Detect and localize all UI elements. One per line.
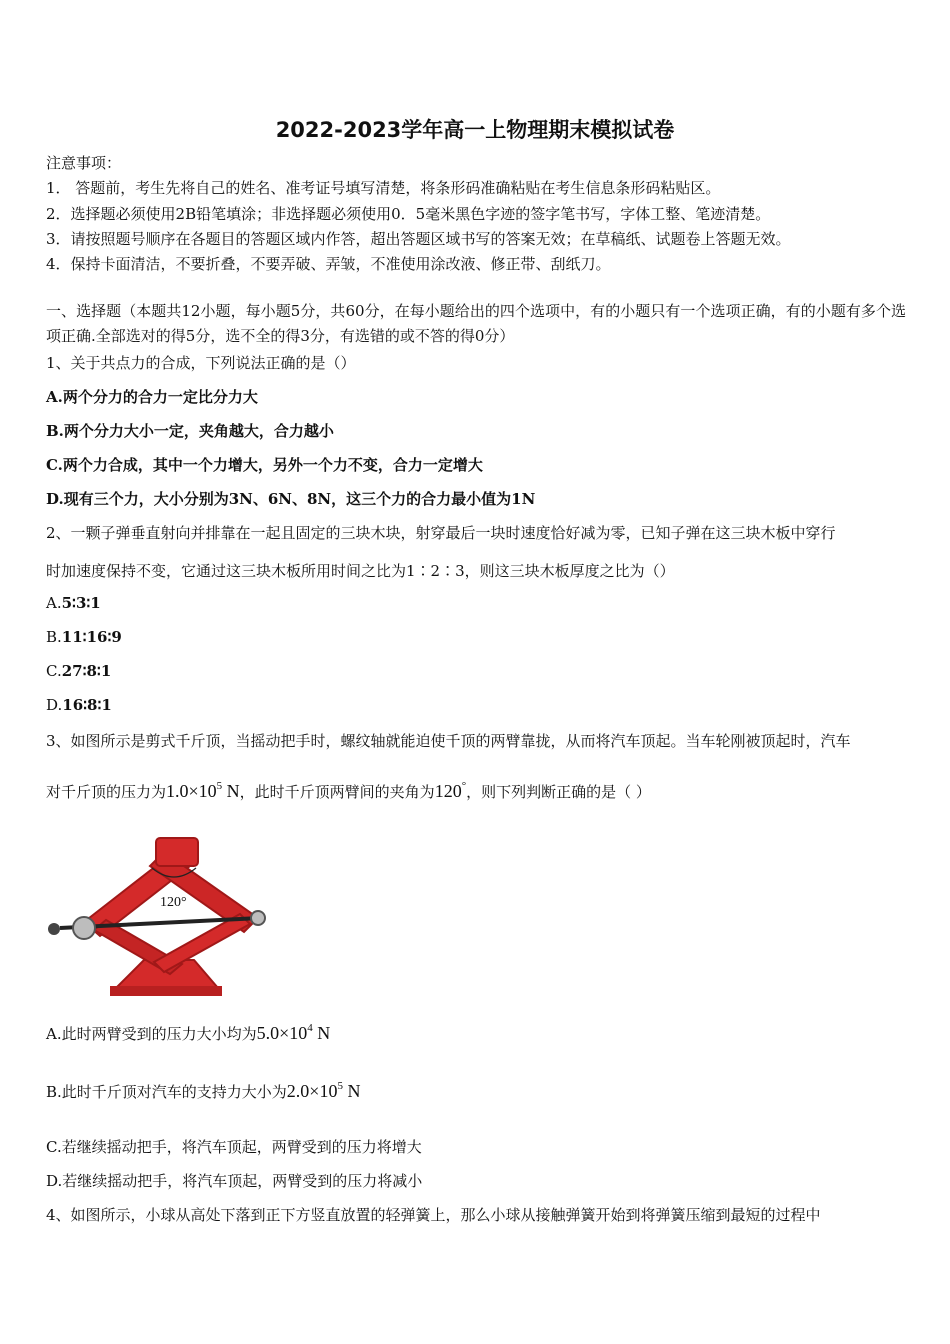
q1-stem: 1、关于共点力的合成，下列说法正确的是（） xyxy=(46,354,356,372)
scissor-jack-figure xyxy=(44,832,276,1004)
q3-option-a: A.此时两臂受到的压力大小均为$5.0\times 10^4$ N xyxy=(46,1022,331,1043)
jack-angle-label: 120° xyxy=(160,895,187,910)
page-title: 2022-2023学年高一上物理期末模拟试卷 xyxy=(275,118,675,142)
q2-option-c: C.27∶8∶1 xyxy=(46,662,112,680)
q1-option-b: B.两个分力大小一定，夹角越大，合力越小 xyxy=(46,422,334,440)
q3-option-c: C.若继续摇动把手，将汽车顶起，两臂受到的压力将增大 xyxy=(46,1138,422,1156)
q2-stem-line1: 2、一颗子弹垂直射向并排靠在一起且固定的三块木块，射穿最后一块时速度恰好减为零，已知子弹在这三块木板中穿行 xyxy=(46,524,836,542)
section-intro: 一、选择题（本题共12小题，每小题5分，共60分，在每小题给出的四个选项中，有的小题只有一个选项正确，有的小题有多个选项正确.全部选对的得5分，选不全的得3分，有选错的或不答的得0分） xyxy=(46,302,906,345)
q3-stem-line1: 3、如图所示是剪式千斤顶，当摇动把手时，螺纹轴就能迫使千顶的两臂靠拢，从而将汽车顶起。当车轮刚被顶起时，汽车 xyxy=(46,732,851,750)
q1-option-d: D.现有三个力，大小分别为3N、6N、8N，这三个力的合力最小值为1N xyxy=(46,490,536,508)
q3-force-formula: $1.0\times 10^5$ N xyxy=(166,780,240,801)
q3-option-d: D.若继续摇动把手，将汽车顶起，两臂受到的压力将减小 xyxy=(46,1172,423,1190)
q2-stem-line2: 时加速度保持不变，它通过这三块木板所用时间之比为1∶2∶3，则这三块木板厚度之比为（） xyxy=(46,562,675,580)
notice-item-4: 4．保持卡面清洁，不要折叠，不要弄破、弄皱，不准使用涂改液、修正带、刮纸刀。 xyxy=(46,255,611,273)
q1-option-c: C.两个力合成，其中一个力增大，另外一个力不变，合力一定增大 xyxy=(46,456,483,474)
q2-option-b: B.11∶16∶9 xyxy=(46,628,122,646)
q4-stem-line1: 4、如图所示，小球从高处下落到正下方竖直放置的轻弹簧上，那么小球从接触弹簧开始到将弹簧压缩到最短的过程中 xyxy=(46,1206,821,1224)
notice-item-2: 2．选择题必须使用2B铅笔填涂；非选择题必须使用0．5毫米黑色字迹的签字笔书写，字体工整、笔迹清楚。 xyxy=(46,205,771,223)
notice-item-1: 1． 答题前，考生先将自己的姓名、准考证号填写清楚，将条形码准确粘贴在考生信息条形码粘贴区。 xyxy=(46,179,721,197)
q2-option-d: D.16∶8∶1 xyxy=(46,696,112,714)
q2-option-a: A.5∶3∶1 xyxy=(46,594,101,612)
q3-angle-formula: 120° xyxy=(434,780,467,801)
notice-heading: 注意事项： xyxy=(46,154,122,172)
notice-item-3: 3．请按照题号顺序在各题目的答题区域内作答，超出答题区域书写的答案无效；在草稿纸、试题卷上答题无效。 xyxy=(46,230,791,248)
q1-option-a: A.两个分力的合力一定比分力大 xyxy=(46,388,258,406)
q3-stem-line2: 对千斤顶的压力为$1.0\times 10^5$ N，此时千斤顶两臂间的夹角为120°，则下列判断正确的是（ ） xyxy=(46,780,651,801)
q3-option-b: B.此时千斤顶对汽车的支持力大小为$2.0\times 10^5$ N xyxy=(46,1080,361,1101)
